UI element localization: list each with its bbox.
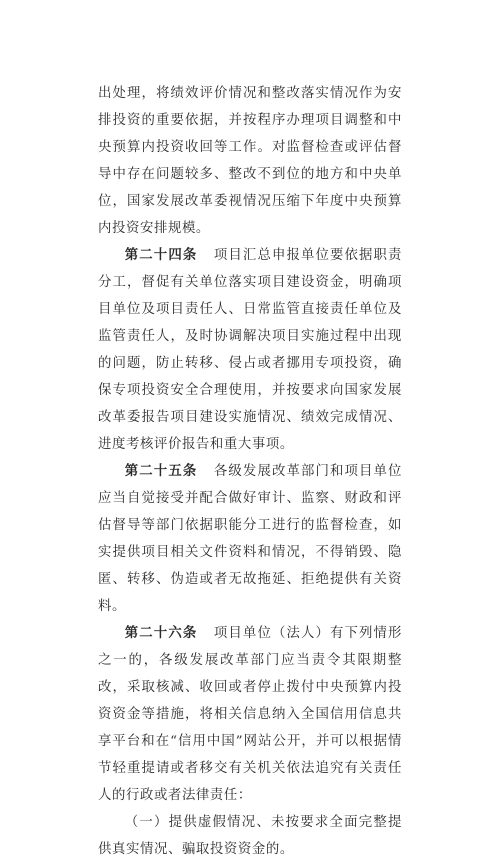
- article-heading: 第二十四条: [124, 247, 198, 263]
- paragraph-text: 各级发展改革部门和项目单位应当自觉接受并配合做好审计、监察、财政和评估督导等部门依据职能分工进行的监督检查，如实提供项目相关文件资料和情况，不得销毁、隐匿、转移、伪造或者无故拖延、拒绝提供有关资料。: [98, 464, 402, 614]
- document-body: [98, 80, 402, 863]
- paragraph-article-25: [98, 458, 402, 620]
- paragraph-text: （一）提供虚假情况、未按要求全面完整提供真实情况、骗取投资资金的。: [98, 815, 402, 857]
- paragraph-article-26: [98, 620, 402, 809]
- paragraph-article-24: [98, 242, 402, 458]
- paragraph-text: 出处理，将绩效评价情况和整改落实情况作为安排投资的重要依据，并按程序办理项目调整和中央预算内投资收回等工作。对监督检查或评估督导中存在问题较多、整改不到位的地方和中央单位，国家发展改革委视情况压缩下年度中央预算内投资安排规模。: [98, 86, 402, 236]
- article-heading: 第二十五条: [124, 463, 198, 479]
- paragraph-text: 项目单位（法人）有下列情形之一的，各级发展改革部门应当责令其限期整改，采取核减、收回或者停止拨付中央预算内投资资金等措施，将相关信息纳入全国信用信息共享平台和在“信用中国”网站公开，并可以根据情节轻重提请或者移交有关机关依法追究有关责任人的行政或者法律责任：: [98, 626, 402, 803]
- paragraph-continuation: [98, 80, 402, 242]
- article-heading: 第二十六条: [124, 625, 198, 641]
- paragraph-text: 项目汇总申报单位要依据职责分工，督促有关单位落实项目建设资金，明确项目单位及项目责任人、日常监管直接责任单位及监管责任人，及时协调解决项目实施过程中出现的问题，防止转移、侵占或者挪用专项投资，确保专项投资安全合理使用，并按要求向国家发展改革委报告项目建设实施情况、绩效完成情况、进度考核评价报告和重大事项。: [98, 248, 402, 452]
- paragraph-item-1: [98, 809, 402, 863]
